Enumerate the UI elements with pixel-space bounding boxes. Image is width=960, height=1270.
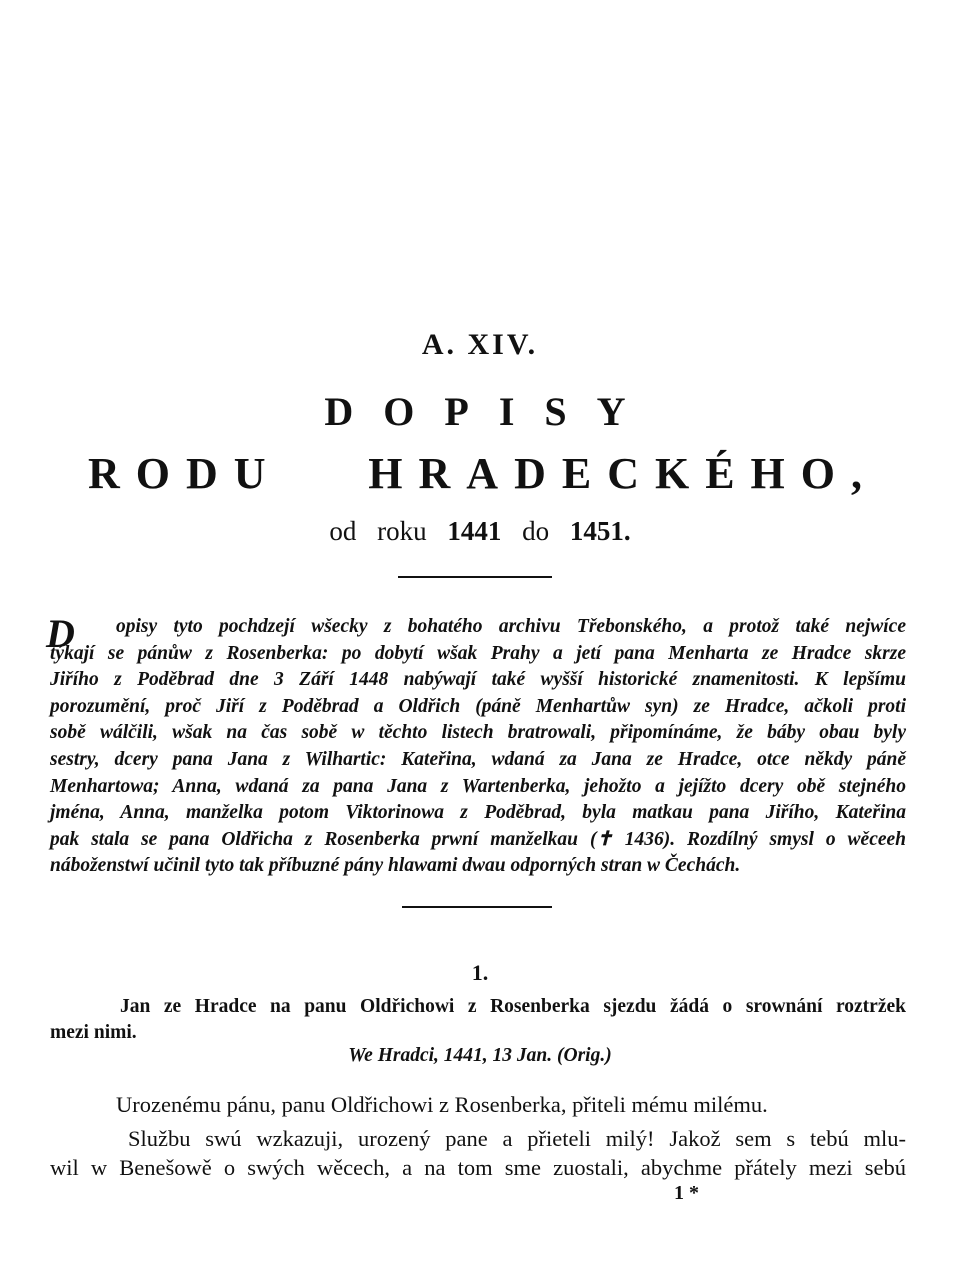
intro-line: Menhartowa; Anna, wdaná za pana Jana z Wartenberka, jehožto a jejížto dcery obě stejného	[50, 775, 906, 797]
subtitle-date-range	[0, 516, 960, 547]
intro-line-text: opisy tyto pochdzejí wšecky z bohatého archivu Třebonského, a protož také nejwíce	[116, 616, 906, 637]
divider-rule	[398, 576, 552, 578]
letter-body	[50, 1124, 906, 1182]
subtitle-middle: do	[522, 516, 550, 546]
letter-salutation: Urozenému pánu, panu Oldřichowi z Rosenberka, přiteli mému milému.	[116, 1092, 768, 1117]
intro-line: Jiřího z Poděbrad dne 3 Září 1448 nabýwají také wyšší historické znamenitosti. K lepšímu	[50, 669, 906, 691]
body-line: Službu swú wzkazuji, urozený pane a přieteli milý! Jakož sem s tebú mlu-	[128, 1126, 906, 1151]
intro-line: pak stala se pana Oldřicha z Rosenberka prwní manželkau (✝ 1436). Rozdílný smysl o wěceeh	[50, 828, 906, 850]
intro-line: jména, Anna, manželka potom Viktorinowa z Poděbrad, byla matkau pana Jiřího, Kateřina	[50, 802, 906, 824]
letter-dateline: We Hradci, 1441, 13 Jan. (Orig.)	[348, 1045, 612, 1066]
summary-line: Jan ze Hradce na panu Oldřichowi z Rosenberka sjezdu žádá o srownání roztržek	[120, 996, 906, 1017]
intro-line: porozumění, proč Jiří z Poděbrad a Oldřich (páně Menhartůw syn) ze Hradce, ačkoli proti	[50, 695, 906, 717]
intro-line: sestry, dcery pana Jana z Wilhartic: Kateřina, wdaná za Jana ze Hradce, otce někdy páně	[50, 748, 906, 770]
title-word-rodu: RODU	[88, 449, 282, 498]
dropcap: D	[46, 611, 75, 656]
year-from: 1441	[447, 516, 502, 546]
signature-mark: 1 *	[674, 1182, 699, 1204]
title-word-hradeckeho: HRADECKÉHO,	[368, 449, 878, 498]
intro-line: týkají se pánůw z Rosenberka: po dobytí wšak Prahy a jetí pana Menharta ze Hradce skrze	[50, 642, 906, 664]
title-dopisy: DOPISY	[324, 389, 656, 434]
letter-number: 1.	[471, 960, 489, 985]
body-line: wil w Benešowě o swých wěcech, a na tom sme zuostali, abychme přátely mezi sebú	[50, 1155, 906, 1180]
intro-paragraph	[46, 611, 906, 880]
summary-line: mezi nimi.	[50, 1022, 137, 1043]
letter-summary	[50, 994, 906, 1046]
section-number: A. XIV.	[421, 328, 539, 361]
intro-line: sobě wálčili, wšak na čas sobě w těchto listech bratrowali, připomínáme, že báby obau byly	[50, 722, 906, 744]
intro-line: náboženstwí učinil tyto tak příbuzné pány hlawami dwau odporných stran w Čechách.	[50, 855, 741, 877]
title-rodu-hradeckeho	[88, 448, 878, 499]
year-to: 1451.	[569, 516, 631, 546]
divider-rule	[402, 906, 552, 908]
subtitle-prefix: od roku	[329, 516, 427, 546]
